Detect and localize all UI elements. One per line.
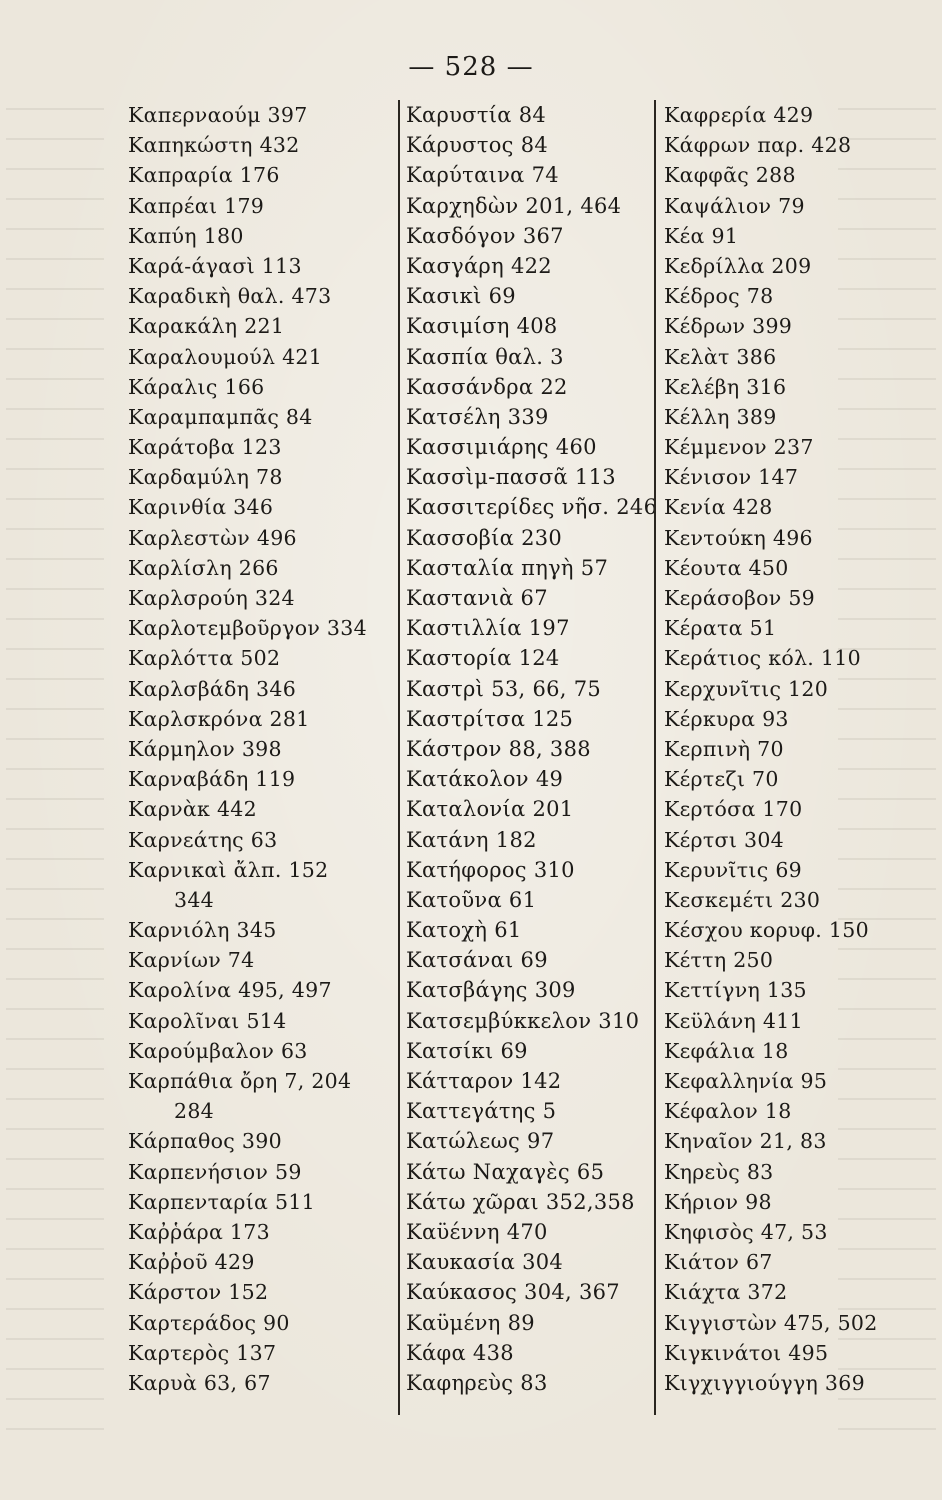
index-entry: Κατώλεως 97 [406, 1129, 555, 1154]
index-entry: Κασδόγον 367 [406, 223, 564, 248]
index-entry: Κατσίκι 69 [406, 1038, 528, 1063]
index-entry: Κασσοβία 230 [406, 525, 563, 550]
index-entry: Κασγάρη 422 [406, 253, 552, 278]
index-entry: Κέσχου κορυφ. 150 [664, 918, 869, 943]
index-entry: Κέρατα 51 [664, 616, 777, 641]
index-entry: Καστανιὰ 67 [406, 586, 548, 610]
index-entry: Καφφᾶς 288 [664, 163, 796, 188]
index-entry: Κήριον 98 [664, 1189, 772, 1214]
index-entry: Καρολίνα 495, 497 [128, 978, 332, 1003]
index-column-3 [654, 100, 934, 1415]
index-entry: Καρλσρούη 324 [128, 586, 295, 610]
index-entry: Καπερναούμ 397 [128, 103, 308, 127]
index-entry: Καρλοτεμβοῦργον 334 [128, 616, 367, 641]
index-entry: Κασσάνδρα 22 [406, 374, 568, 399]
index-entry: Καρολῖναι 514 [128, 1008, 287, 1033]
index-entry: Καρνίων 74 [128, 948, 255, 973]
index-entry: Καρναβάδη 119 [128, 767, 296, 792]
index-entry: Κατάκολον 49 [406, 767, 564, 792]
index-entry: Κατοχὴ 61 [406, 918, 522, 943]
bleed-through-left [0, 80, 110, 1460]
index-entry: Καρλσκρόνα 281 [128, 706, 310, 731]
index-entry: Καρπενήσιον 59 [128, 1159, 302, 1184]
index-entry: Κατσέλη 339 [406, 404, 549, 429]
index-entry: Κεντούκη 496 [664, 525, 813, 550]
index-entry: Κένισον 147 [664, 465, 799, 490]
index-entry: Κάρυστος 84 [406, 133, 549, 158]
index-entry: Κέλλη 389 [664, 404, 777, 429]
index-entry: Καρδαμύλη 78 [128, 465, 283, 490]
index-entry: Κάτταρον 142 [406, 1069, 562, 1093]
index-entry: Καπρέαι 179 [128, 193, 265, 218]
index-entry: Καῤῥοῦ 429 [128, 1250, 255, 1275]
index-entry: Καστρίτσα 125 [406, 706, 574, 731]
index-entry: Κασσιμιάρης 460 [406, 435, 597, 460]
index-entry: Κεδρίλλα 209 [664, 253, 812, 278]
index-entry: Κέττη 250 [664, 948, 774, 973]
index-entry: Κέρκυρα 93 [664, 706, 789, 731]
index-entry: Καρνικαὶ ἄλπ. 152 [128, 857, 329, 882]
index-entry: Κερυνῖτις 69 [664, 857, 803, 882]
index-entry: Καρακάλη 221 [128, 314, 285, 339]
index-entry: Κηναῖον 21, 83 [664, 1129, 827, 1154]
index-entry: Κασσιτερίδες νῆσ. 246 [406, 495, 658, 520]
index-entry: Κάτω Ναχαγὲς 65 [406, 1159, 605, 1184]
index-entry: Καφηρεὺς 83 [406, 1370, 548, 1395]
index-entry: Καϋμένη 89 [406, 1310, 535, 1335]
index-entry: Καττεγάτης 5 [406, 1099, 557, 1124]
index-entry: Κέφαλον 18 [664, 1099, 792, 1124]
index-entry: Καϋέννη 470 [406, 1219, 548, 1244]
index-entry: Κατσάναι 69 [406, 948, 548, 973]
index-entry: 284 [174, 1099, 215, 1124]
index-entry: Κεϋλάνη 411 [664, 1008, 803, 1033]
index-entry: Καρλεστὼν 496 [128, 525, 297, 550]
index-entry: Καρλσβάδη 346 [128, 676, 297, 701]
index-entry: Κέα 91 [664, 223, 739, 248]
index-entry: Κεφάλια 18 [664, 1038, 789, 1063]
index-entry: Κατοῦνα 61 [406, 887, 537, 912]
index-column-2 [398, 100, 660, 1415]
index-entry: Κασσὶμ-πασσᾶ 113 [406, 465, 616, 490]
index-entry: Καστιλλία 197 [406, 616, 570, 641]
index-entry: Καυκασία 304 [406, 1250, 564, 1275]
index-entry: Κάραλις 166 [128, 374, 265, 399]
index-entry: Κέρτεζι 70 [664, 767, 779, 792]
index-entry: Κεράσοβον 59 [664, 586, 816, 610]
index-entry: Καφρερία 429 [664, 103, 814, 127]
index-entry: Καπραρία 176 [128, 163, 280, 188]
index-entry: Καρτεράδος 90 [128, 1310, 290, 1335]
index-entry: Κάρμηλον 398 [128, 736, 282, 761]
index-entry: Κεράτιος κόλ. 110 [664, 646, 861, 671]
index-entry: Κηρεὺς 83 [664, 1159, 774, 1184]
index-entry: Κασιμίση 408 [406, 314, 558, 339]
index-entry: Καρινθία 346 [128, 495, 274, 520]
index-entry: Κερχυνῖτις 120 [664, 676, 829, 701]
index-entry: Κερτόσα 170 [664, 797, 803, 822]
index-entry: Καρνιόλη 345 [128, 918, 277, 943]
index-entry: Καρχηδὼν 201, 464 [406, 193, 622, 218]
index-entry: Καρύταινα 74 [406, 163, 559, 188]
index-entry: 344 [174, 887, 215, 912]
index-entry: Καπύη 180 [128, 223, 244, 248]
index-entry: Καραλουμούλ 421 [128, 344, 323, 369]
index-entry: Καταλονία 201 [406, 797, 574, 822]
index-entry: Κέδρος 78 [664, 284, 774, 309]
index-entry: Κερπινὴ 70 [664, 736, 784, 761]
index-entry: Καραδικὴ θαλ. 473 [128, 284, 332, 309]
index-entry: Καύκασος 304, 367 [406, 1280, 620, 1305]
index-entry: Κηφισὸς 47, 53 [664, 1219, 828, 1244]
index-entry: Καρτερὸς 137 [128, 1340, 277, 1365]
index-entry: Κεττίγνη 135 [664, 978, 807, 1003]
index-entry: Καῤῥάρα 173 [128, 1219, 270, 1244]
index-entry: Κασπία θαλ. 3 [406, 344, 564, 369]
index-entry: Κεφαλληνία 95 [664, 1069, 828, 1093]
index-entry: Καρυὰ 63, 67 [128, 1370, 271, 1395]
index-entry: Κασταλία πηγὴ 57 [406, 555, 609, 580]
index-entry: Κιάχτα 372 [664, 1280, 788, 1305]
index-entry: Καπηκώστη 432 [128, 133, 300, 158]
index-entry: Κέουτα 450 [664, 555, 789, 580]
index-entry: Κέδρων 399 [664, 314, 793, 339]
page-number: — 528 — [408, 52, 534, 82]
index-entry: Καστορία 124 [406, 646, 560, 671]
index-entry: Καρυστία 84 [406, 103, 547, 127]
index-entry: Κάφρων παρ. 428 [664, 133, 852, 158]
index-entry: Κάρστον 152 [128, 1280, 269, 1305]
index-entry: Καρά-άγασὶ 113 [128, 253, 302, 278]
index-entry: Κελὰτ 386 [664, 344, 777, 369]
index-entry: Κατήφορος 310 [406, 857, 575, 882]
index-entry: Καρνὰκ 442 [128, 797, 257, 822]
index-entry: Κατάνη 182 [406, 827, 537, 852]
index-entry: Κεσκεμέτι 230 [664, 887, 821, 912]
index-entry: Κάτω χῶραι 352,358 [406, 1189, 635, 1214]
index-entry: Κάρπαθος 390 [128, 1129, 282, 1154]
index-entry: Καρπενταρία 511 [128, 1189, 316, 1214]
index-entry: Καρλόττα 502 [128, 646, 281, 671]
index-entry: Κατσεμβύκκελον 310 [406, 1008, 640, 1033]
index-entry: Κιγκινάτοι 495 [664, 1340, 829, 1365]
index-entry: Κενία 428 [664, 495, 773, 520]
index-column-1 [128, 100, 398, 1398]
index-entry: Καρνεάτης 63 [128, 827, 278, 852]
index-entry: Καστρὶ 53, 66, 75 [406, 676, 602, 701]
index-entry: Κέμμενον 237 [664, 435, 814, 460]
index-entry: Κασικὶ 69 [406, 284, 516, 309]
index-entry: Καρλίσλη 266 [128, 555, 279, 580]
index-entry: Καρπάθια ὄρη 7, 204 [128, 1069, 352, 1093]
index-entry: Κιάτον 67 [664, 1250, 773, 1275]
index-entry: Κάστρον 88, 388 [406, 736, 591, 761]
index-entry: Καρούμβαλον 63 [128, 1038, 308, 1063]
index-entry: Κιγγιστὼν 475, 502 [664, 1310, 878, 1335]
index-entry: Κιγχιγγιούγγη 369 [664, 1370, 865, 1395]
index-entry: Καραμπαμπᾶς 84 [128, 404, 313, 429]
index-entry: Κάφα 438 [406, 1340, 514, 1365]
index-entry: Κελέβη 316 [664, 374, 787, 399]
index-entry: Καράτοβα 123 [128, 435, 282, 460]
index-entry: Κέρτσι 304 [664, 827, 785, 852]
index-entry: Κατσβάγης 309 [406, 978, 576, 1003]
index-entry: Καψάλιον 79 [664, 193, 805, 218]
